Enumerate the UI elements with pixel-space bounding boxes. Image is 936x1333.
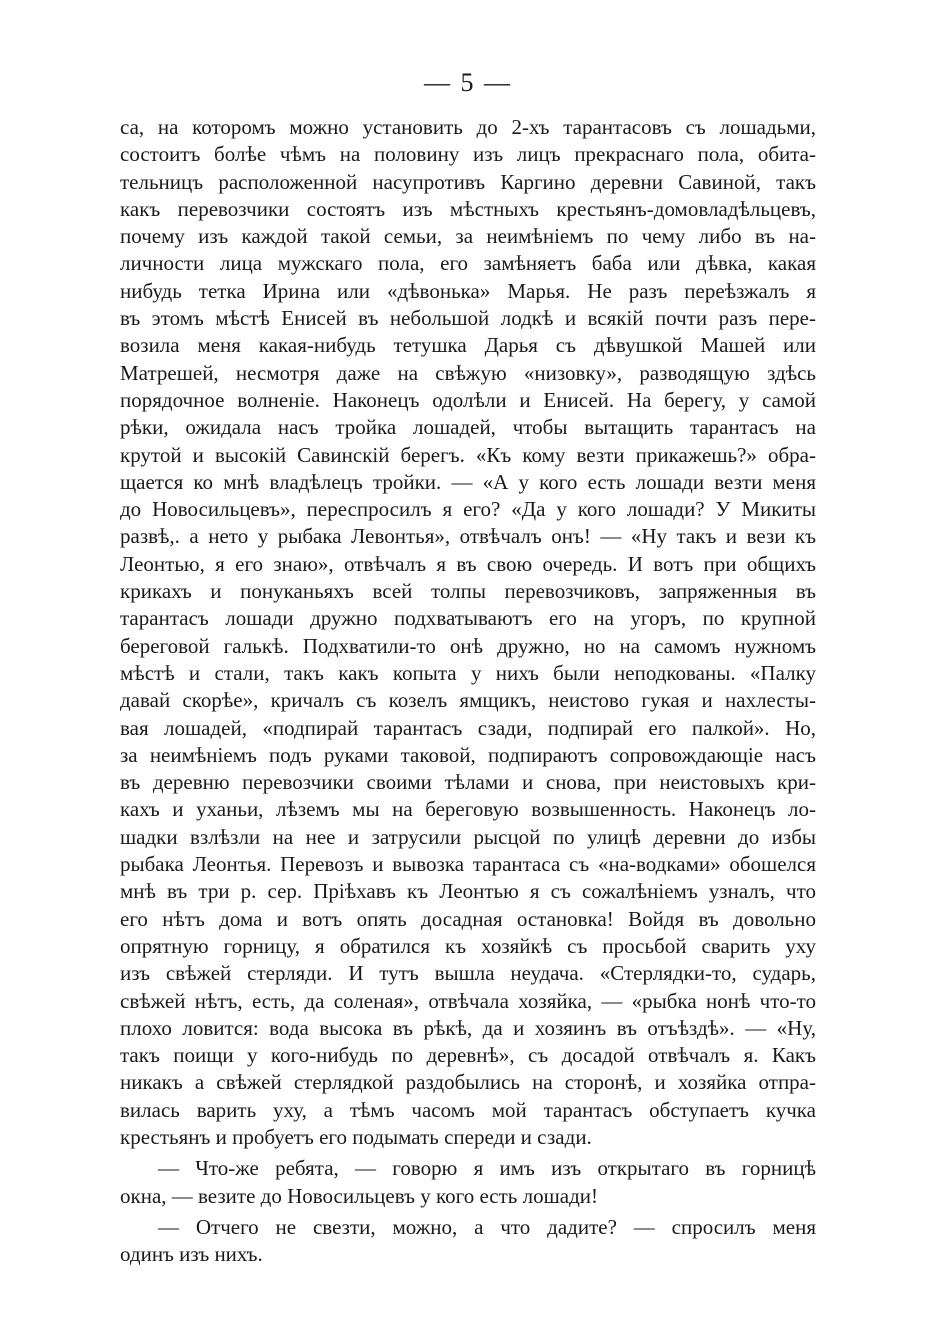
text-line: щается ко мнѣ владѣлецъ тройки. — «А у кого есть лошади везти меня <box>120 469 816 494</box>
text-line: порядочное волненіе. Наконецъ одолѣли и Енисей. На берегу, у самой <box>120 387 816 412</box>
text-line: кахъ и уханьи, лѣземъ мы на береговую возвышенность. Наконецъ ло- <box>120 797 816 822</box>
text-line: рѣки, ожидала насъ тройка лошадей, чтобы вытащить тарантасъ на <box>120 415 816 440</box>
text-line: какъ перевозчики состоятъ изъ мѣстныхъ крестьянъ-домовладѣльцевъ, <box>120 196 816 221</box>
text-line: никакъ а свѣжей стерлядкой раздобылись на сторонѣ, и хозяйка отпра- <box>120 1070 816 1095</box>
text-line: крикахъ и понуканьяхъ всей толпы перевозчиковъ, запряженныя въ <box>120 579 816 604</box>
text-line: вая лошадей, «подпирай тарантасъ сзади, подпирай его палкой». Но, <box>120 715 816 740</box>
text-line: рыбака Леонтья. Перевозъ и вывозка тарантаса съ «на-водками» обошелся <box>120 852 816 877</box>
text-line: такъ поищи у кого-нибудь по деревнѣ», съ досадой отвѣчалъ я. Какъ <box>120 1043 816 1068</box>
dialogue-line: — Что-же ребята, — говорю я имъ изъ открытаго въ горницѣ <box>158 1156 816 1181</box>
paragraph-end-line: крестьянъ и пробуетъ его подымать спереди и сзади. <box>120 1124 592 1149</box>
text-line: мнѣ въ три р. сер. Пріѣхавъ къ Леонтью я съ сожалѣніемъ узналъ, что <box>120 879 816 904</box>
text-line: Матрешей, несмотря даже на свѣжую «низовку», разводящую здѣсь <box>120 360 816 385</box>
text-line: изъ свѣжей стерляди. И тутъ вышла неудача. «Стерлядки-то, сударь, <box>120 961 816 986</box>
paragraph-end-line: окна, — везите до Новосильцевъ у кого есть лошади! <box>120 1183 599 1208</box>
text-line: за неимѣніемъ подъ руками таковой, подпираютъ сопровождающіе насъ <box>120 742 816 767</box>
text-line: свѣжей нѣтъ, есть, да соленая», отвѣчала хозяйка, — «рыбка нонѣ что-то <box>120 988 816 1013</box>
text-line: нибудь тетка Ирина или «дѣвонька» Марья. Не разъ переѣзжалъ я <box>120 278 816 303</box>
text-line: тарантасъ лошади дружно подхватываютъ его на угоръ, по крупной <box>120 606 816 631</box>
text-line: шадки взлѣзли на нее и затрусили рысцой по улицѣ деревни до избы <box>120 824 816 849</box>
text-line: опрятную горницу, я обратился къ хозяйкѣ съ просьбой сварить уху <box>120 933 816 958</box>
dialogue-line: — Отчего не свезти, можно, а что дадите? — спросилъ меня <box>158 1214 816 1239</box>
text-line: развѣ,. а нето у рыбака Левонтья», отвѣчалъ онъ! — «Ну такъ и вези къ <box>120 524 816 549</box>
text-line: личности лица мужскаго пола, его замѣняетъ баба или дѣвка, какая <box>120 251 816 276</box>
paragraph-end-line: одинъ изъ нихъ. <box>120 1242 263 1267</box>
text-line: давай скорѣе», кричалъ съ козелъ ямщикъ, неистово гукая и нахлесты- <box>120 688 816 713</box>
text-line: крутой и высокій Савинскій берегъ. «Къ кому везти прикажешь?» обра- <box>120 442 816 467</box>
text-line: мѣстѣ и стали, такъ какъ копыта у нихъ были неподкованы. «Палку <box>120 660 816 685</box>
text-line: его нѣтъ дома и вотъ опять досадная остановка! Войдя въ довольно <box>120 906 816 931</box>
body-text <box>120 114 816 1268</box>
text-line: состоитъ болѣе чѣмъ на половину изъ лицъ прекраснаго пола, обита- <box>120 142 816 167</box>
text-line: вилась варить уху, а тѣмъ часомъ мой тарантасъ обступаетъ кучка <box>120 1097 816 1122</box>
text-line: Леонтью, я его знаю», отвѣчалъ я въ свою очередь. И вотъ при общихъ <box>120 551 816 576</box>
page-number: — 5 — <box>424 68 512 97</box>
text-line: плохо ловится: вода высока въ рѣкѣ, да и хозяинъ въ отъѣздѣ». — «Ну, <box>120 1015 816 1040</box>
text-line: береговой галькѣ. Подхватили-то онѣ дружно, но на самомъ нужномъ <box>120 633 816 658</box>
text-line: почему изъ каждой такой семьи, за неимѣніемъ по чему либо въ на- <box>120 224 816 249</box>
text-line: въ деревню перевозчики своими тѣлами и снова, при неистовыхъ кри- <box>120 770 816 795</box>
text-line: въ этомъ мѣстѣ Енисей въ небольшой лодкѣ и всякій почти разъ пере- <box>120 306 816 331</box>
text-line: тельницъ расположенной насупротивъ Каргино деревни Савиной, такъ <box>120 169 816 194</box>
text-line: са, на которомъ можно установить до 2-хъ тарантасовъ съ лошадьми, <box>120 115 816 139</box>
text-line: до Новосильцевъ», переспросилъ я его? «Да у кого лошади? У Микиты <box>120 497 816 522</box>
text-line: возила меня какая-нибудь тетушка Дарья съ дѣвушкой Машей или <box>120 333 816 358</box>
